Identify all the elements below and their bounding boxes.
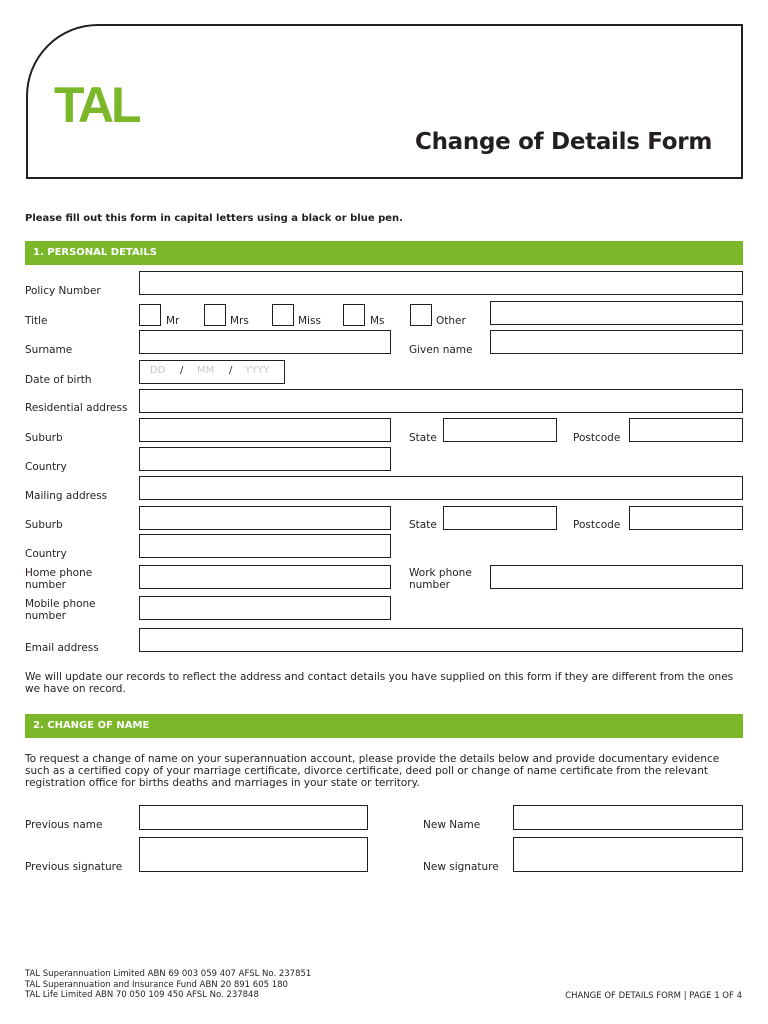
home-phone-label-line1: Home phone: [25, 567, 93, 579]
mobile-phone-label-line2: number: [25, 610, 66, 622]
title-ms-checkbox[interactable]: [343, 304, 365, 326]
section-personal-details-heading: 1. PERSONAL DETAILS: [25, 241, 743, 265]
previous-signature-label: Previous signature: [25, 861, 123, 873]
previous-name-label: Previous name: [25, 819, 103, 831]
previous-name-field[interactable]: [139, 805, 368, 830]
mobile-phone-label-line1: Mobile phone: [25, 598, 96, 610]
work-phone-field[interactable]: [490, 565, 743, 589]
title-other-label: Other: [436, 315, 466, 327]
new-name-field[interactable]: [513, 805, 743, 830]
footer-legal-line: TAL Superannuation and Insurance Fund ABN 20 891 605 180: [25, 979, 288, 990]
dob-month-placeholder: MM: [197, 365, 215, 376]
tal-logo: TAL: [54, 77, 139, 133]
page-title: Change of Details Form: [415, 129, 712, 155]
title-mrs-label: Mrs: [230, 315, 249, 327]
email-address-field[interactable]: [139, 628, 743, 652]
mailing-suburb-label: Suburb: [25, 519, 63, 531]
mailing-country-field[interactable]: [139, 534, 391, 558]
title-miss-checkbox[interactable]: [272, 304, 294, 326]
residential-country-label: Country: [25, 461, 67, 473]
mobile-phone-field[interactable]: [139, 596, 391, 620]
mailing-state-label: State: [409, 519, 437, 531]
mailing-state-field[interactable]: [443, 506, 557, 530]
dob-year-placeholder: YYYY: [245, 365, 270, 376]
change-of-name-intro: To request a change of name on your superannuation account, please provide the details below and provide documentary evidence such as a certified copy of your marriage certificate, divorce certificate, deed poll or change of name certificate from the relevant registration office for births deaths and marriages in your state or territory.: [25, 753, 720, 789]
dob-separator: /: [180, 365, 184, 376]
title-mr-checkbox[interactable]: [139, 304, 161, 326]
dob-separator: /: [229, 365, 233, 376]
residential-suburb-label: Suburb: [25, 432, 63, 444]
footer-legal: [25, 969, 311, 1001]
mailing-postcode-field[interactable]: [629, 506, 743, 530]
title-label: Title: [25, 315, 48, 327]
footer-page-info: CHANGE OF DETAILS FORM | PAGE 1 OF 4: [565, 991, 742, 1001]
residential-postcode-label: Postcode: [573, 432, 621, 444]
residential-state-field[interactable]: [443, 418, 557, 442]
residential-country-field[interactable]: [139, 447, 391, 471]
home-phone-label-line2: number: [25, 579, 66, 591]
mailing-address-field[interactable]: [139, 476, 743, 500]
records-update-note: We will update our records to reflect the address and contact details you have supplied on this form if they are different from the ones we have on record.: [25, 671, 734, 695]
title-other-checkbox[interactable]: [410, 304, 432, 326]
residential-address-field[interactable]: [139, 389, 743, 413]
mailing-postcode-label: Postcode: [573, 519, 621, 531]
home-phone-field[interactable]: [139, 565, 391, 589]
work-phone-label-line2: number: [409, 579, 450, 591]
new-signature-field[interactable]: [513, 837, 743, 872]
surname-label: Surname: [25, 344, 73, 356]
given-name-field[interactable]: [490, 330, 743, 354]
section-change-of-name-heading: 2. CHANGE OF NAME: [25, 714, 743, 738]
mailing-address-label: Mailing address: [25, 490, 108, 502]
previous-signature-field[interactable]: [139, 837, 368, 872]
title-mrs-checkbox[interactable]: [204, 304, 226, 326]
residential-suburb-field[interactable]: [139, 418, 391, 442]
email-address-label: Email address: [25, 642, 99, 654]
work-phone-label-line1: Work phone: [409, 567, 472, 579]
date-of-birth-field[interactable]: [139, 360, 285, 384]
title-miss-label: Miss: [298, 315, 321, 327]
given-name-label: Given name: [409, 344, 473, 356]
mailing-suburb-field[interactable]: [139, 506, 391, 530]
residential-address-label: Residential address: [25, 402, 128, 414]
policy-number-label: Policy Number: [25, 285, 101, 297]
new-name-label: New Name: [423, 819, 481, 831]
new-signature-label: New signature: [423, 861, 499, 873]
date-of-birth-label: Date of birth: [25, 374, 92, 386]
dob-day-placeholder: DD: [150, 365, 166, 376]
footer-legal-line: TAL Life Limited ABN 70 050 109 450 AFSL No. 237848: [25, 990, 259, 1000]
surname-field[interactable]: [139, 330, 391, 354]
residential-postcode-field[interactable]: [629, 418, 743, 442]
footer-legal-line: TAL Superannuation Limited ABN 69 003 059 407 AFSL No. 237851: [25, 969, 312, 979]
form-instruction: Please fill out this form in capital letters using a black or blue pen.: [25, 213, 403, 224]
mailing-country-label: Country: [25, 548, 67, 560]
title-ms-label: Ms: [370, 315, 385, 327]
policy-number-field[interactable]: [139, 271, 743, 295]
title-other-field[interactable]: [490, 301, 743, 325]
title-mr-label: Mr: [166, 315, 180, 327]
residential-state-label: State: [409, 432, 437, 444]
